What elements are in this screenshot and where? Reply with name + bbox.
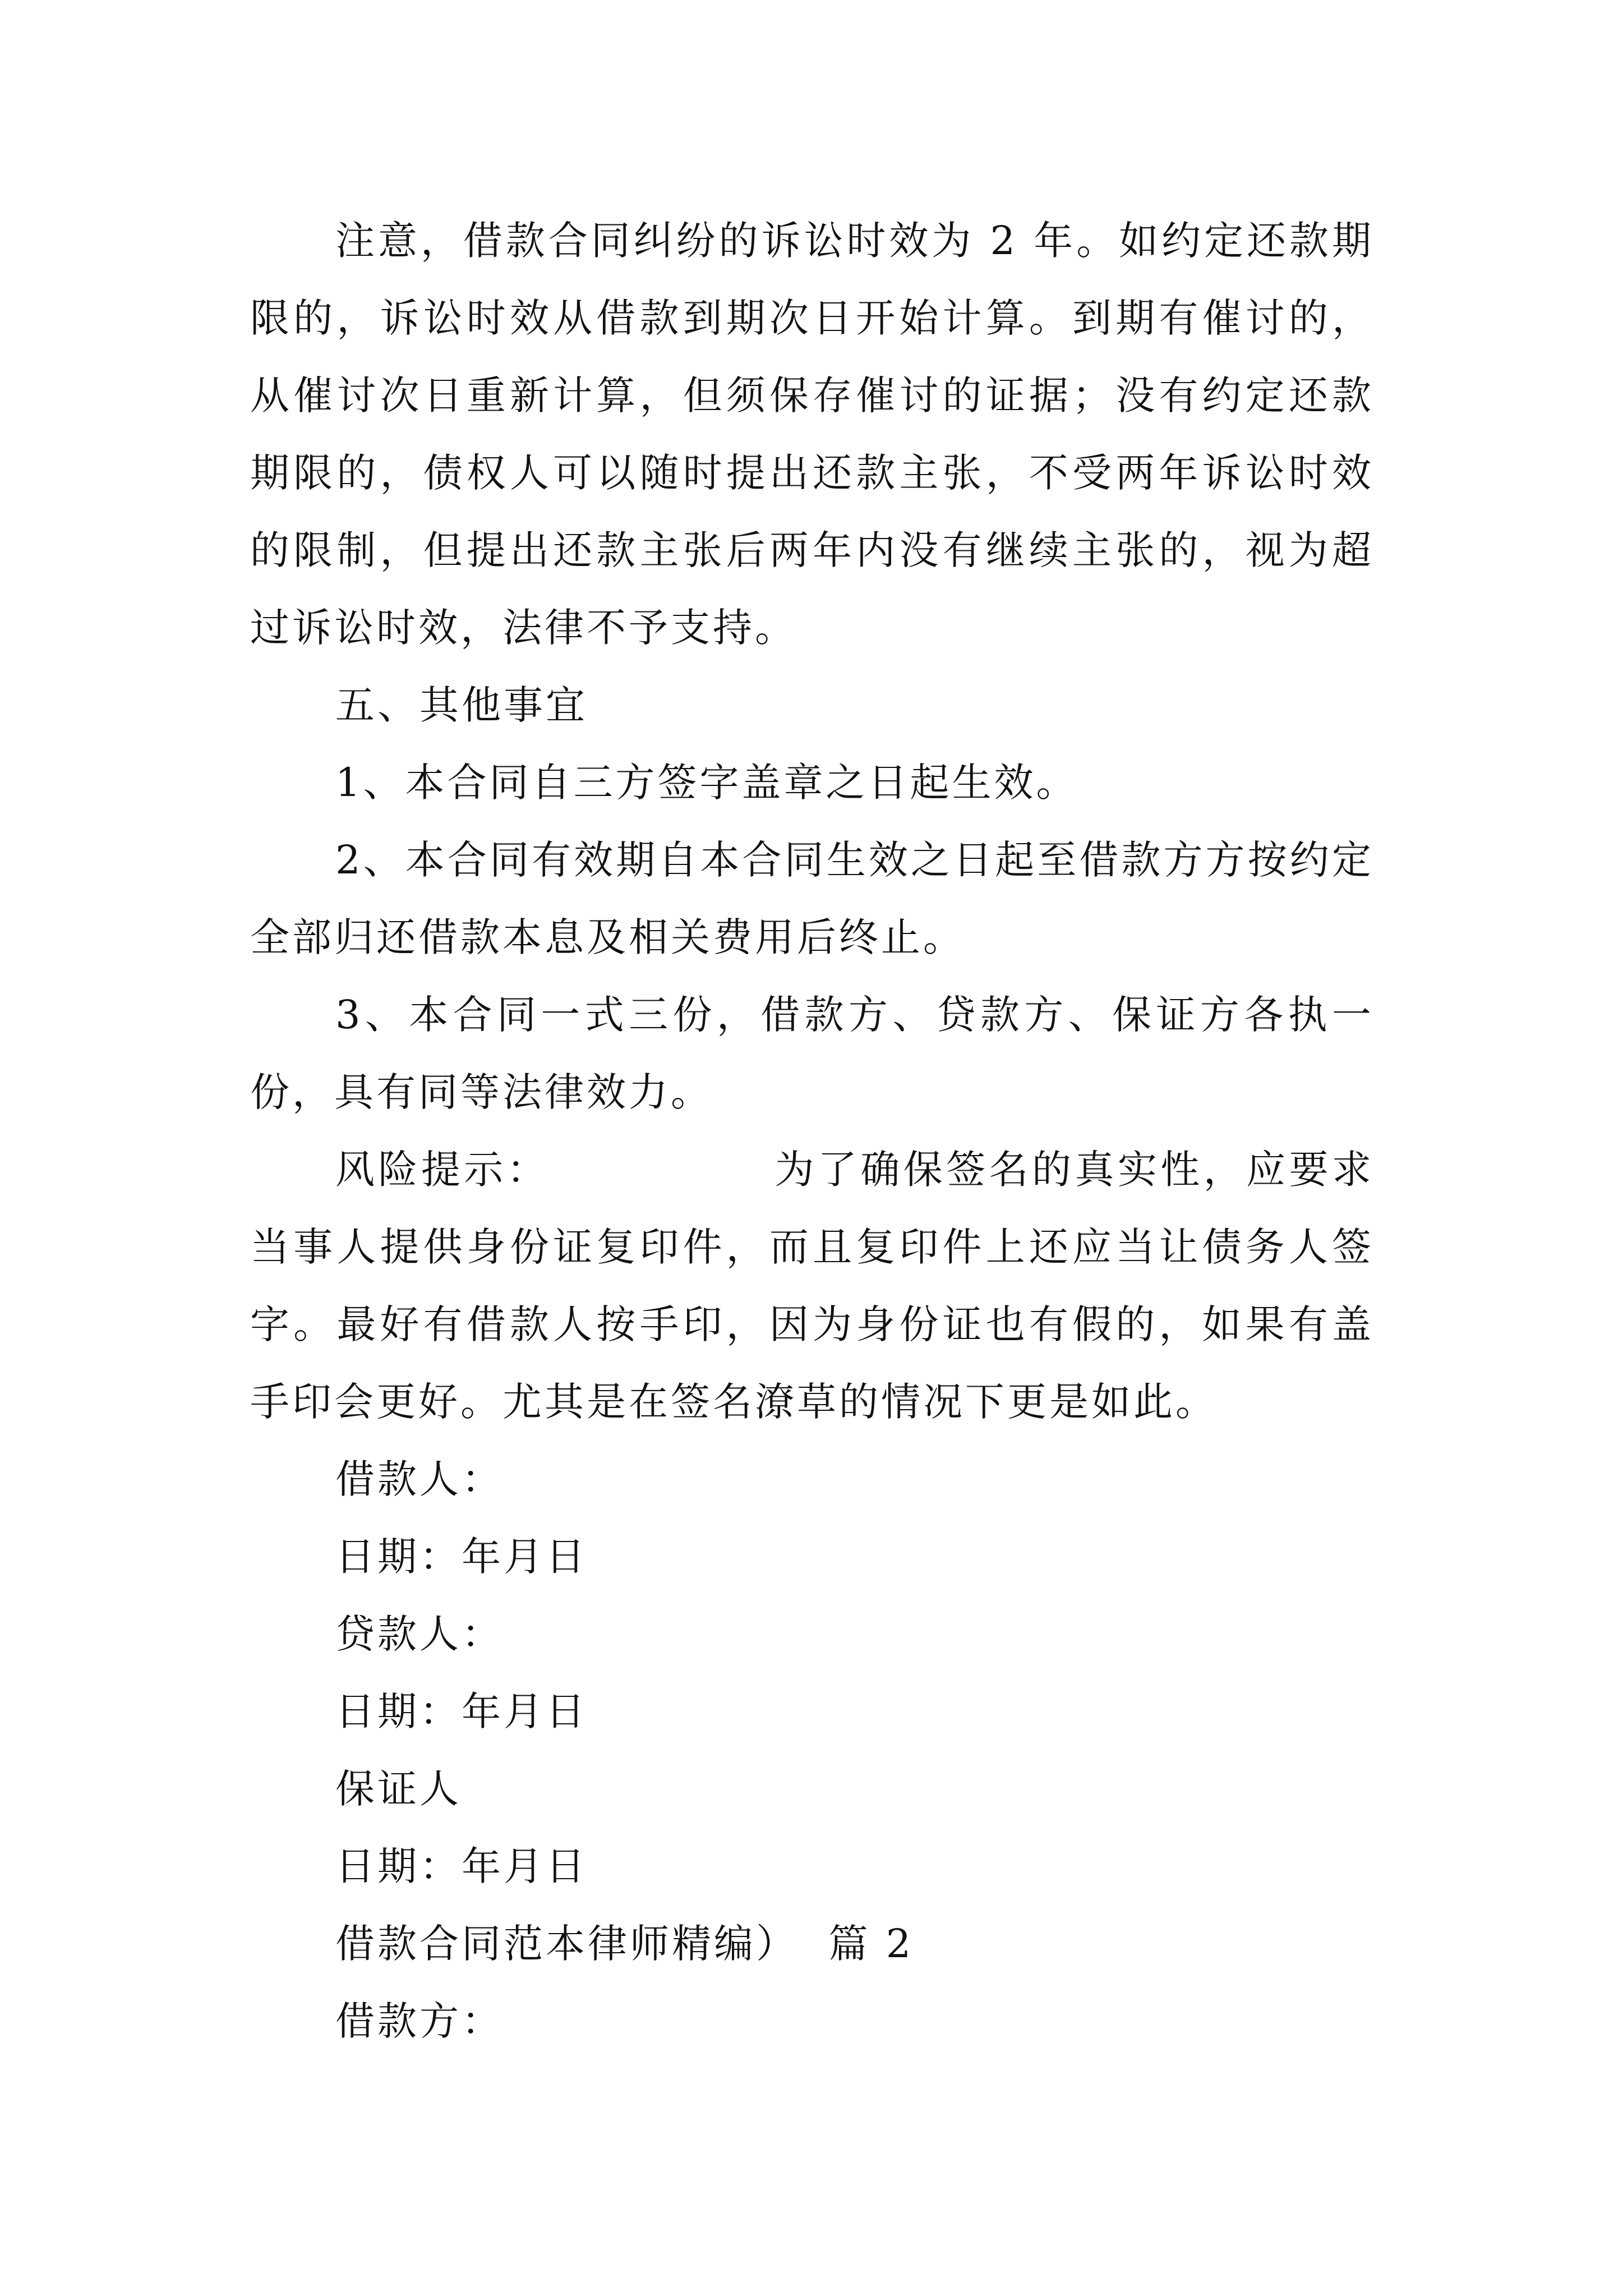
document-body (250, 202, 1374, 2060)
clause-3-paragraph: 3、本合同一式三份，借款方、贷款方、保证方各执一份，具有同等法律效力。 (250, 992, 1374, 1115)
lender-signature-label: 贷款人： (335, 1611, 504, 1657)
section-heading: 五、其他事宜 (335, 682, 588, 728)
clause-2-paragraph: 2、本合同有效期自本合同生效之日起至借款方方按约定全部归还借款本息及相关费用后终止。 (250, 837, 1374, 960)
guarantor-signature-label: 保证人 (335, 1766, 462, 1812)
limitation-note-paragraph: 注意，借款合同纠纷的诉讼时效为 2 年。如约定还款期限的，诉讼时效从借款到期次日开始计算。到期有催讨的，从催讨次日重新计算，但须保存催讨的证据；没有约定还款期限的，债权人可以随时提出还款主张，不受两年诉讼时效的限制，但提出还款主张后两年内没有继续主张的，视为超过诉讼时效，法律不予支持。 (250, 218, 1374, 651)
borrower-date-line: 日期：年月日 (335, 1534, 588, 1580)
clause-1-paragraph: 1、本合同自三方签字盖章之日起生效。 (335, 760, 1078, 806)
guarantor-date-line: 日期：年月日 (335, 1843, 588, 1889)
next-section-title: 借款合同范本律师精编） 篇 2 (335, 1921, 914, 1967)
risk-tip-paragraph: 风险提示： 为了确保签名的真实性，应要求当事人提供身份证复印件，而且复印件上还应当让债务人签字。最好有借款人按手印，因为身份证也有假的，如果有盖手印会更好。尤其是在签名潦草的情况下更是如此。 (250, 1147, 1374, 1425)
borrower-signature-label: 借款人： (335, 1456, 504, 1502)
next-section-first-line: 借款方： (335, 1998, 504, 2044)
lender-date-line: 日期：年月日 (335, 1688, 588, 1734)
